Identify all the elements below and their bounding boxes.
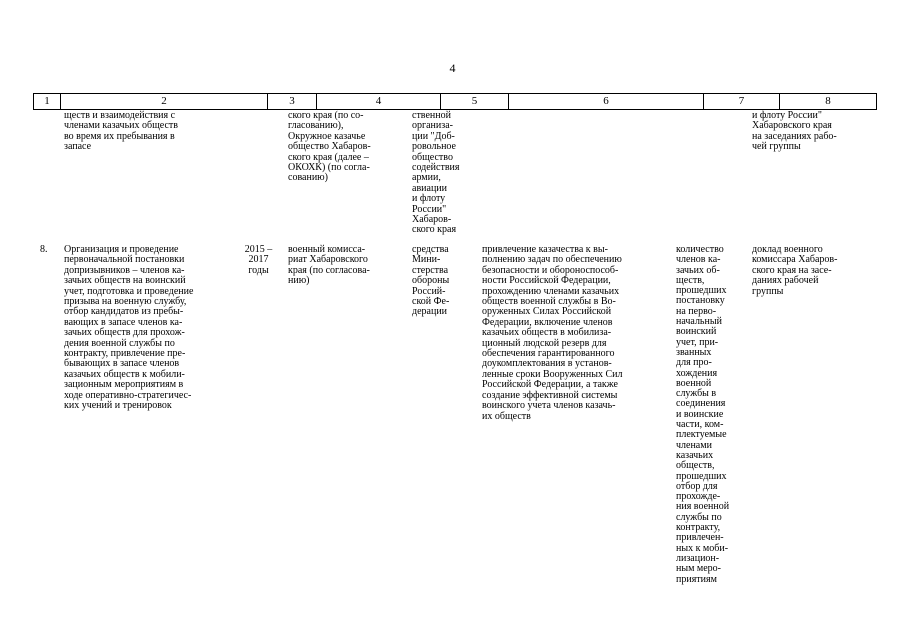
column-header-3: 3 xyxy=(268,94,317,109)
row-1-source: ственной организа- ции "Доб- ровольное общество содействия армии, авиации и флоту России" Хабаров- ского края xyxy=(412,110,460,236)
row-8-number: 8. xyxy=(40,244,48,255)
column-header-6: 6 xyxy=(509,94,704,109)
column-header-2: 2 xyxy=(61,94,268,109)
column-header-1: 1 xyxy=(34,94,61,109)
row-8-period: 2015 – 2017 годы xyxy=(244,244,273,276)
row-1-executor: ского края (по со- гласованию), Окружное казачье общество Хабаров- ского края (далее – ОКОХК) (по согла- сованию) xyxy=(288,110,371,184)
table-header-row xyxy=(33,93,877,110)
column-header-4: 4 xyxy=(317,94,441,109)
row-8-source: средства Мини- стерства обороны Россий- ской Фе- дерации xyxy=(412,244,450,318)
column-header-7: 7 xyxy=(704,94,780,109)
row-8-indicator: количество членов ка- зачьих об- ществ, прошедших постановку на перво- начальный воинский учет, при- званных для про- хождения военной службы в соединения и воинские части, ком- плектуемые членами казачьих обществ, прошедших отбор для прохожде- ния военной службы по контракту, привлечен- ных к моби- лизацион- ным меро- приятиям xyxy=(676,244,730,585)
page-number: 4 xyxy=(449,61,456,75)
row-1-activity: ществ и взаимодействия с членами казачьих обществ во время их пребывания в запасе xyxy=(64,110,179,153)
row-8-result: привлечение казачества к вы- полнению задач по обеспечению безопасности и обороноспособ- ности Российской Федерации, прохождению членами казачьих обществ военной службы в Во- оруженных Силах Российской Федерации, включение членов казачьих обществ в мобилиза- ционный людской резерв для обеспечения гарантированного доукомплектования в установ- ленные сроки Вооруженных Сил Российской Федерации, а также создание эффективной системы воинского учета членов казачь- их обществ xyxy=(482,244,623,422)
column-header-5: 5 xyxy=(441,94,509,109)
row-1-report: и флоту России" Хабаровского края на заседаниях рабо- чей группы xyxy=(752,110,837,153)
row-8-executor: военный комисса- риат Хабаровского края (по согласова- нию) xyxy=(288,244,370,287)
row-8-activity: Организация и проведение первоначальной постановки допризывников – членов ка- зачьих обществ на воинский учет, подготовка и проведение призыва на военную службу, отбор кандидатов из пребы- вающих в запасе членов ка- зачьих обществ для прохож- дения военной службы по контракту, привлечение пре- бывающих в запасе членов казачьих обществ к мобили- зационным мероприятиям в ходе оперативно-стратегичес- ких учений и тренировок xyxy=(64,244,194,412)
row-8-report: доклад военного комиссара Хабаров- ского края на засе- даниях рабочей группы xyxy=(752,244,838,297)
column-header-8: 8 xyxy=(825,95,831,107)
